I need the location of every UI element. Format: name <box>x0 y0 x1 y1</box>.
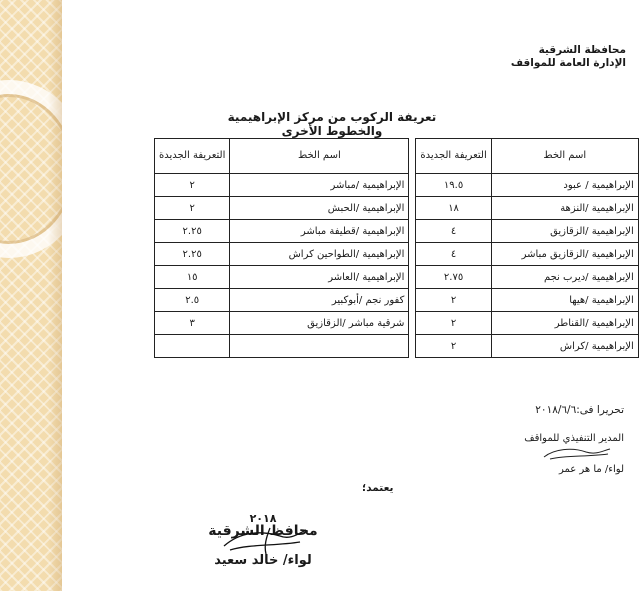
line-name-cell: الإبراهيمية /النزهة <box>491 197 638 220</box>
line-name-cell: الإبراهيمية /الزقازيق مباشر <box>491 243 638 266</box>
document-page <box>62 0 640 591</box>
fare-cell: ٤ <box>416 243 491 266</box>
fare-cell: ١٨ <box>416 197 491 220</box>
fare-cell <box>155 335 230 358</box>
column-gap <box>409 312 416 335</box>
table-row <box>155 243 639 266</box>
line-name-cell: شرقية مباشر /الزقازيق <box>230 312 409 335</box>
fare-table <box>154 138 639 358</box>
line-name-cell: الإبراهيمية /كراش <box>491 335 638 358</box>
col-header-new-fare: التعريفة الجديدة <box>416 139 491 174</box>
fare-cell: ٢ <box>416 289 491 312</box>
column-gap <box>409 139 416 174</box>
director-title: المدير التنفيذي للمواقف <box>524 433 624 444</box>
governorate-name: محافظة الشرقية <box>538 44 626 56</box>
governor-signature-block <box>208 512 318 568</box>
fare-cell: ١٩.٥ <box>416 174 491 197</box>
fare-cell: ٢.٢٥ <box>155 243 230 266</box>
col-header-new-fare: التعريفة الجديدة <box>155 139 230 174</box>
table-row <box>155 220 639 243</box>
issue-date: تحريرا فى:٢٠١٨/٦/٦ <box>535 404 624 416</box>
approval-label: يعتمد؛ <box>362 482 394 494</box>
line-name-cell: كفور نجم /أبوكبير <box>230 289 409 312</box>
column-gap <box>409 220 416 243</box>
governor-signature <box>220 526 310 556</box>
department-name: الإدارة العامة للمواقف <box>510 57 626 69</box>
line-name-cell: الإبراهيمية /هيها <box>491 289 638 312</box>
table-row <box>155 266 639 289</box>
fare-cell: ٢.٧٥ <box>416 266 491 289</box>
col-header-line-name: اسم الخط <box>230 139 409 174</box>
table-row <box>155 197 639 220</box>
governor-name: لواء/ خالد سعيد <box>214 553 312 568</box>
line-name-cell: الإبراهيمية /الزقازيق <box>491 220 638 243</box>
line-name-cell: الإبراهيمية /القناطر <box>491 312 638 335</box>
fare-cell: ٢ <box>416 335 491 358</box>
director-block <box>524 432 624 476</box>
governor-year: ٢٠١٨ <box>249 512 277 525</box>
document-title: تعريفة الركوب من مركز الإبراهيمية والخطوط الأخرى <box>227 110 437 138</box>
line-name-cell: الإبراهيمية /الطواحين كراش <box>230 243 409 266</box>
fare-cell: ٢ <box>155 197 230 220</box>
fare-cell: ٤ <box>416 220 491 243</box>
fare-cell: ١٥ <box>155 266 230 289</box>
column-gap <box>409 266 416 289</box>
line-name-cell: الإبراهيمية /الحبش <box>230 197 409 220</box>
line-name-cell: الإبراهيمية /قطيفة مباشر <box>230 220 409 243</box>
line-name-cell: الإبراهيمية /مباشر <box>230 174 409 197</box>
table-row <box>155 335 639 358</box>
col-header-line-name: اسم الخط <box>491 139 638 174</box>
fare-cell: ٢.٥ <box>155 289 230 312</box>
column-gap <box>409 174 416 197</box>
fare-cell: ٢ <box>416 312 491 335</box>
letterhead <box>511 44 626 70</box>
table-row <box>155 289 639 312</box>
column-gap <box>409 243 416 266</box>
border-shade <box>48 0 62 591</box>
table-row <box>155 312 639 335</box>
left-decorative-border <box>0 0 62 591</box>
column-gap <box>409 197 416 220</box>
director-name: لواء/ ما هر عمر <box>558 464 624 475</box>
table-header-row <box>155 139 639 174</box>
line-name-cell <box>230 335 409 358</box>
fare-cell: ٢.٢٥ <box>155 220 230 243</box>
fare-cell: ٣ <box>155 312 230 335</box>
line-name-cell: الإبراهيمية / عبود <box>491 174 638 197</box>
column-gap <box>409 335 416 358</box>
director-signature <box>542 445 612 463</box>
line-name-cell: الإبراهيمية /ديرب نجم <box>491 266 638 289</box>
fare-cell: ٢ <box>155 174 230 197</box>
column-gap <box>409 289 416 312</box>
table-row <box>155 174 639 197</box>
governor-title: محافظ الشرقية <box>208 523 318 539</box>
line-name-cell: الإبراهيمية /العاشر <box>230 266 409 289</box>
